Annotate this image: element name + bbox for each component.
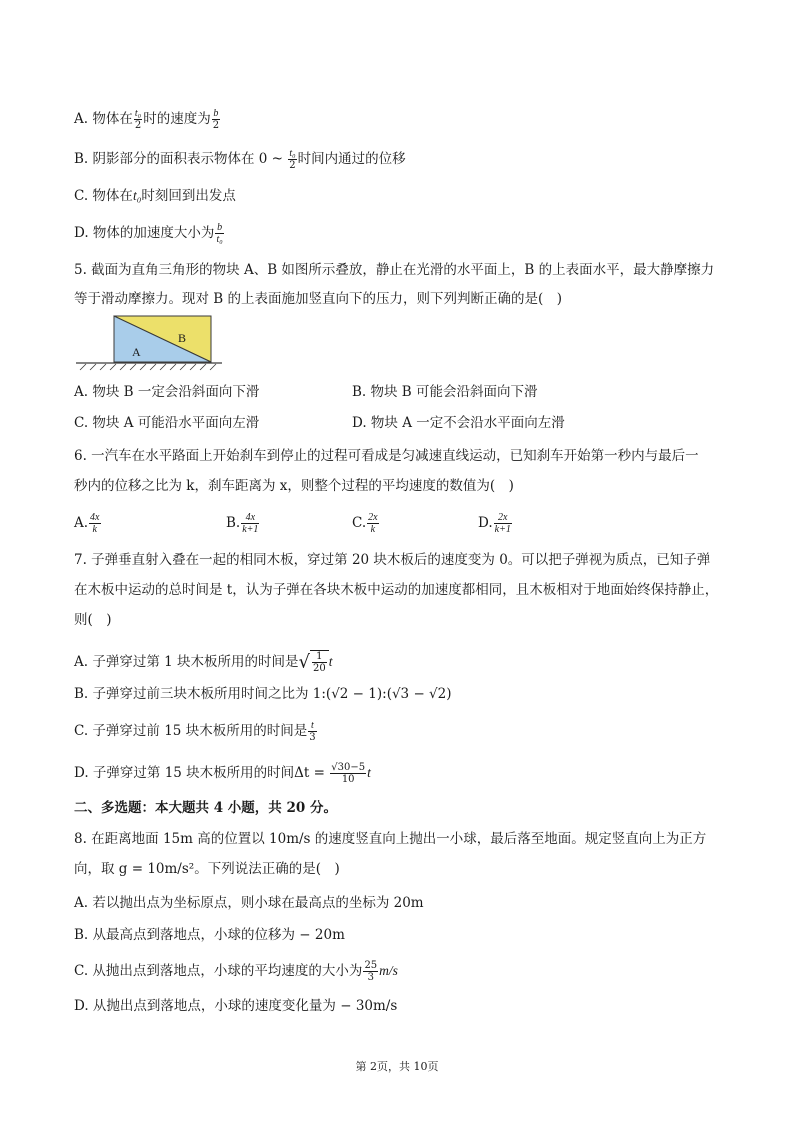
q5-option-a: A. 物块 B 一定会沿斜面向下滑 [74,384,260,400]
q5-option-d: D. 物块 A 一定不会沿水平面向左滑 [352,415,565,431]
section-heading: 二、多选题：本大题共 4 小题，共 20 分。 [74,800,337,816]
q8-option-d: D. 从抛出点到落地点，小球的速度变化量为 − 30m/s [74,998,398,1014]
fraction: $\frac{\text{t₀}}{2}$ [134,108,142,131]
fraction: $\frac{\text{t₀}}{2}$ [289,148,296,171]
q7-stem-line3: 则( ) [74,612,112,628]
label-a: A [132,345,141,359]
q4-option-a: A. 物体在 $\frac{\text{t₀}}{2}$ 时的速度为 $\frac{b}{2}$ [74,108,220,131]
q8-option-c: C. 从抛出点到落地点，小球的平均速度的大小为 $\frac{25}{3}$ m/s [74,960,398,983]
q7-stem-line1: 7. 子弹垂直射入叠在一起的相同木板，穿过第 20 块木板后的速度变为 0。可以把子弹视为质点，已知子弹 [74,552,711,568]
q6-stem-line1: 6. 一汽车在水平路面上开始刹车到停止的过程可看成是匀减速直线运动，已知刹车开始第一秒内与最后一 [74,448,699,464]
q5-option-b: B. 物块 B 可能会沿斜面向下滑 [352,384,538,400]
ground-hatch [80,364,216,370]
label-b: B [178,331,187,345]
q6-option-d: D. $\frac{2x}{k+1}$ [478,512,511,535]
q8-stem-line1: 8. 在距离地面 15m 高的位置以 10m/s 的速度竖直向上抛出一小球，最后落至地面。规定竖直向上为正方 [74,831,707,847]
page-footer: 第 2页，共 10页 [355,1060,439,1073]
q6-stem-line2: 秒内的位移之比为 k，刹车距离为 x，则整个过程的平均速度的数值为( ) [74,478,514,494]
q8-option-a: A. 若以抛出点为坐标原点，则小球在最高点的坐标为 20m [74,895,424,911]
q4-option-c: C. 物体在t₀时刻回到出发点 [74,188,236,204]
q5-option-c: C. 物块 A 可能沿水平面向左滑 [74,415,260,431]
fraction: $\frac{b}{2}$ [212,108,220,131]
q5-figure [74,312,224,374]
q7-option-b: B. 子弹穿过前三块木板所用时间之比为 1:(√2 − 1):(√3 − √2) [74,686,452,702]
q6-option-b: B. $\frac{4x}{k+1}$ [226,512,259,535]
q7-option-d: D. 子弹穿过第 15 块木板所用的时间Δt = $\frac{√30-5}{10}$ t [74,762,371,785]
q6-option-c: C. $\frac{2x}{k}$ [352,512,378,535]
q5-stem-line1: 5. 截面为直角三角形的物块 A、B 如图所示叠放，静止在光滑的水平面上，B 的上表面水平，最大静摩擦力 [74,262,715,278]
q4-option-d: D. 物体的加速度大小为 $\frac{b}{\text{t₀}}$ [74,222,223,245]
q8-option-b: B. 从最高点到落地点，小球的位移为 − 20m [74,927,345,943]
q7-option-c: C. 子弹穿过前 15 块木板所用的时间是 $\frac{t}{3}$ [74,720,316,743]
q7-stem-line2: 在木板中运动的总时间是 t，认为子弹在各块木板中运动的加速度都相同，且木板相对于地面始终保持静止， [74,582,719,598]
q7-option-a: A. 子弹穿过第 1 块木板所用的时间是√ $\frac{1}{20}$ t [74,651,333,674]
q6-option-a: A. $\frac{4x}{k}$ [74,512,100,535]
fraction: $\frac{b}{\text{t₀}}$ [216,222,223,245]
q8-stem-line2: 向，取 g = 10m/s²。下列说法正确的是( ) [74,861,340,877]
q4-option-b: B. 阴影部分的面积表示物体在 0 ~ $\frac{\text{t₀}}{2}$ 时间内通过的位移 [74,148,406,171]
q5-stem-line2: 等于滑动摩擦力。现对 B 的上表面施加竖直向下的压力，则下列判断正确的是( ) [74,291,563,307]
